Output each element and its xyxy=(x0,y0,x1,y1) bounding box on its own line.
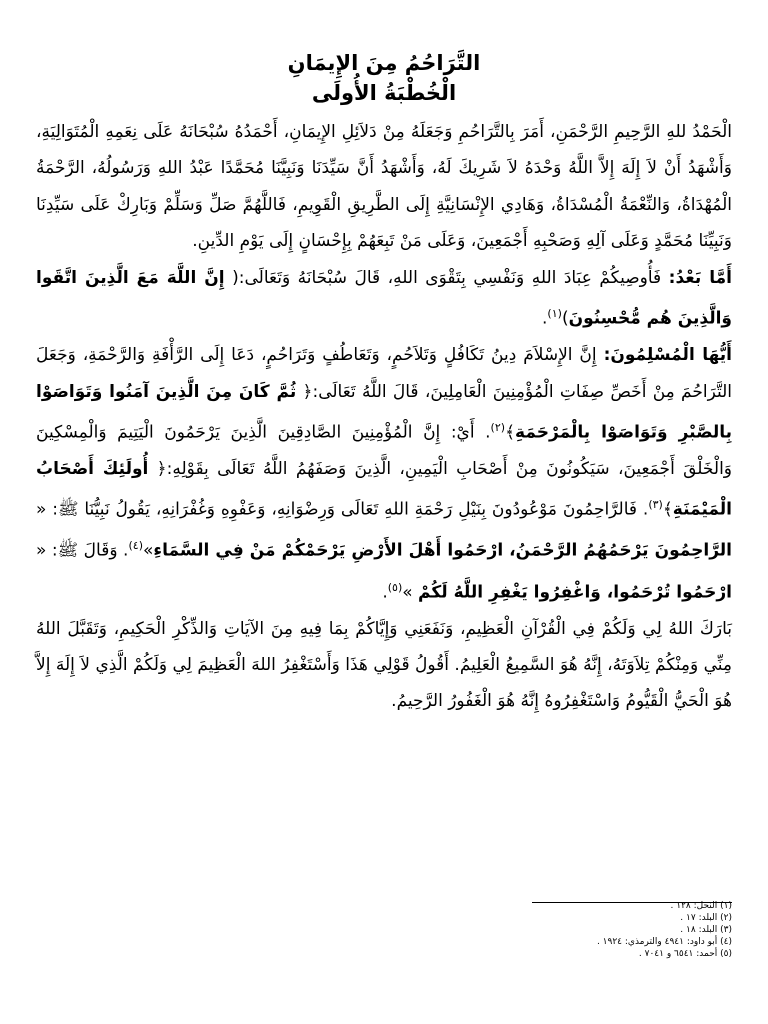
footnotes xyxy=(36,900,732,960)
footnote-ref: (٣) xyxy=(648,498,663,512)
footnote-item: (٢) البلد: ١٧ . xyxy=(680,913,732,923)
paragraph-text: إِنَّ الإِسْلاَمَ دِينُ تَكَافُلٍ وَتَلاَحُمٍ، وَتَعَاطُفٍ وَتَرَاحُمٍ، دَعَا إِلَى الرَّأْفَةِ وَالرَّحْمَةِ، وَجَعَلَ التَّرَاحُمَ مِنْ أَخَصِّ صِفَاتِ الْمُؤْمِنِينَ الْعَامِلِينَ، قَالَ اللَّهُ تَعَالَى:﴿ xyxy=(36,345,733,402)
bracket-close: ) xyxy=(561,308,569,329)
hadith-quote: الرَّاحِمُونَ يَرْحَمُهُمُ الرَّحْمَنُ، ارْحَمُوا أَهْلَ الأَرْضِ يَرْحَمْكُمْ مَنْ فِي السَّمَاءِ xyxy=(153,541,733,562)
sermon-body xyxy=(36,114,732,720)
bracket-close: ﴾ xyxy=(662,500,673,521)
paragraph-text: . فَالرَّاحِمُونَ مَوْعُودُونَ بِنَيْلِ رَحْمَةِ اللهِ تَعَالَى وَرِضْوَانِهِ، وَعَفْوِهِ وَغُفْرَانِهِ، يَقُولُ نَبِيُّنَا ﷺ: « xyxy=(36,500,649,521)
footnote-ref: (١) xyxy=(547,307,562,321)
period: . xyxy=(382,582,388,603)
page-subtitle: الْخُطْبَةُ الأُولَى xyxy=(311,81,457,105)
quran-verse: إِنَّ اللَّهَ مَعَ الَّذِينَ اتَّقَوا وَالَّذِينَ هُم مُّحْسِنُونَ xyxy=(36,267,732,329)
quote-close: » xyxy=(142,541,154,562)
quran-verse: ثُمَّ كَانَ مِنَ الَّذِينَ آمَنُوا وَتَوَاصَوْا بِالصَّبْرِ وَتَوَاصَوْا بِالْمَرْحَمَةِ xyxy=(36,381,732,443)
paragraph-closing: بَارَكَ اللهُ لِي وَلَكُمْ فِي الْقُرْآنِ الْعَظِيمِ، وَنَفَعَنِي وَإِيَّاكُمْ بِمَا فِيهِ مِنَ الآيَاتِ وَالذِّكْرِ الْحَكِيمِ، وَتَقَبَّلَ اللهُ مِنِّي وَمِنْكُمْ تِلاَوَتَهُ، إِنَّهُ هُوَ السَّمِيعُ الْعَلِيمُ. أَقُولُ قَوْلِي هَذَا وَأَسْتَغْفِرُ اللهَ الْعَظِيمَ لِي وَلَكُمْ الَّذِي لاَ إِلَهَ إِلاَّ هُوَ الْحَيُّ الْقَيُّومُ وَاسْتَغْفِرُوهُ إِنَّهُ هُوَ الْغَفُورُ الرَّحِيمُ. xyxy=(36,618,732,712)
page-title: التَّرَاحُمُ مِنَ الإِيمَانِ xyxy=(287,51,481,75)
hadith-quote: ارْحَمُوا تُرْحَمُوا، وَاغْفِرُوا يَغْفِرِ اللَّهُ لَكُمْ xyxy=(418,582,732,603)
bracket-close: ﴾ xyxy=(505,422,516,443)
footnote-ref: (٤) xyxy=(128,539,143,553)
footnote-item: (٣) البلد: ١٨ . xyxy=(680,925,732,935)
footnote-item: (٤) أبو داود: ٤٩٤١ والترمذي: ١٩٢٤ . xyxy=(596,937,732,947)
paragraph-opening: الْحَمْدُ للهِ الرَّحِيمِ الرَّحْمَنِ، أَمَرَ بِالتَّرَاحُمِ وَجَعَلَهُ مِنْ دَلاَئِلِ الإِيمَانِ، أَحْمَدُهُ سُبْحَانَهُ عَلَى نِعَمِهِ الْمُتَوَالِيَةِ، وَأَشْهَدُ أَنْ لاَ إِلَهَ إِلاَّ اللَّهُ وَحْدَهُ لاَ شَرِيكَ لَهُ، وَأَشْهَدُ أَنَّ سَيِّدَنَا وَنَبِيَّنَا مُحَمَّدًا عَبْدُ اللهِ وَرَسُولُهُ، الرَّحْمَةُ الْمُهْدَاةُ، وَالنِّعْمَةُ الْمُسْدَاةُ، وَهَادِي الإِنْسَانِيَّةِ إِلَى الطَّرِيقِ الْقَوِيمِ، فَاللَّهُمَّ صَلِّ وَسَلِّمْ وَبَارِكْ عَلَى سَيِّدِنَا وَنَبِيِّنَا مُحَمَّدٍ وَعَلَى آلِهِ وَصَحْبِهِ أَجْمَعِينَ، وَعَلَى مَنْ تَبِعَهُمْ بِإِحْسَانٍ إِلَى يَوْمِ الدِّينِ. xyxy=(36,122,732,252)
paragraph-text: . أَيْ: إِنَّ الْمُؤْمِنِينَ الصَّادِقِينَ الَّذِينَ يَرْحَمُونَ الْيَتِيمَ وَالْمِسْكِينَ وَالْخَلْقَ أَجْمَعِينَ، سَيَكُونُونَ مِنْ أَصْحَابِ الْيَمِينِ، الَّذِينَ وَصَفَهُمُ اللَّهُ تَعَالَى بِقَوْلِهِ:﴿ xyxy=(36,422,732,479)
paragraph-lead: أَمَّا بَعْدُ: xyxy=(668,267,732,288)
footnote-ref: (٥) xyxy=(387,580,403,594)
paragraph-amma-bad xyxy=(36,260,732,337)
footnote-item: (١) النحل: ١٢٨ . xyxy=(670,901,732,911)
paragraph-lead: أَيُّهَا الْمُسْلِمُونَ: xyxy=(603,345,733,366)
quran-verse: أُولَئِكَ أَصْحَابُ الْمَيْمَنَةِ xyxy=(36,458,732,521)
paragraph-muslims xyxy=(36,337,732,610)
paragraph-text: . وَقَالَ ﷺ: « xyxy=(36,541,129,562)
footnote-ref: (٢) xyxy=(490,420,506,434)
paragraph-text: فَأُوصِيكُمْ عِبَادَ اللهِ وَنَفْسِي بِتَقْوَى اللهِ، قَالَ سُبْحَانَهُ وَتَعَالَى:( xyxy=(224,267,669,288)
quote-close: » xyxy=(402,582,419,603)
footnote-item: (٥) أحمد: ٦٥٤١ و ٧٠٤١ . xyxy=(638,949,732,959)
period: . xyxy=(542,308,548,329)
